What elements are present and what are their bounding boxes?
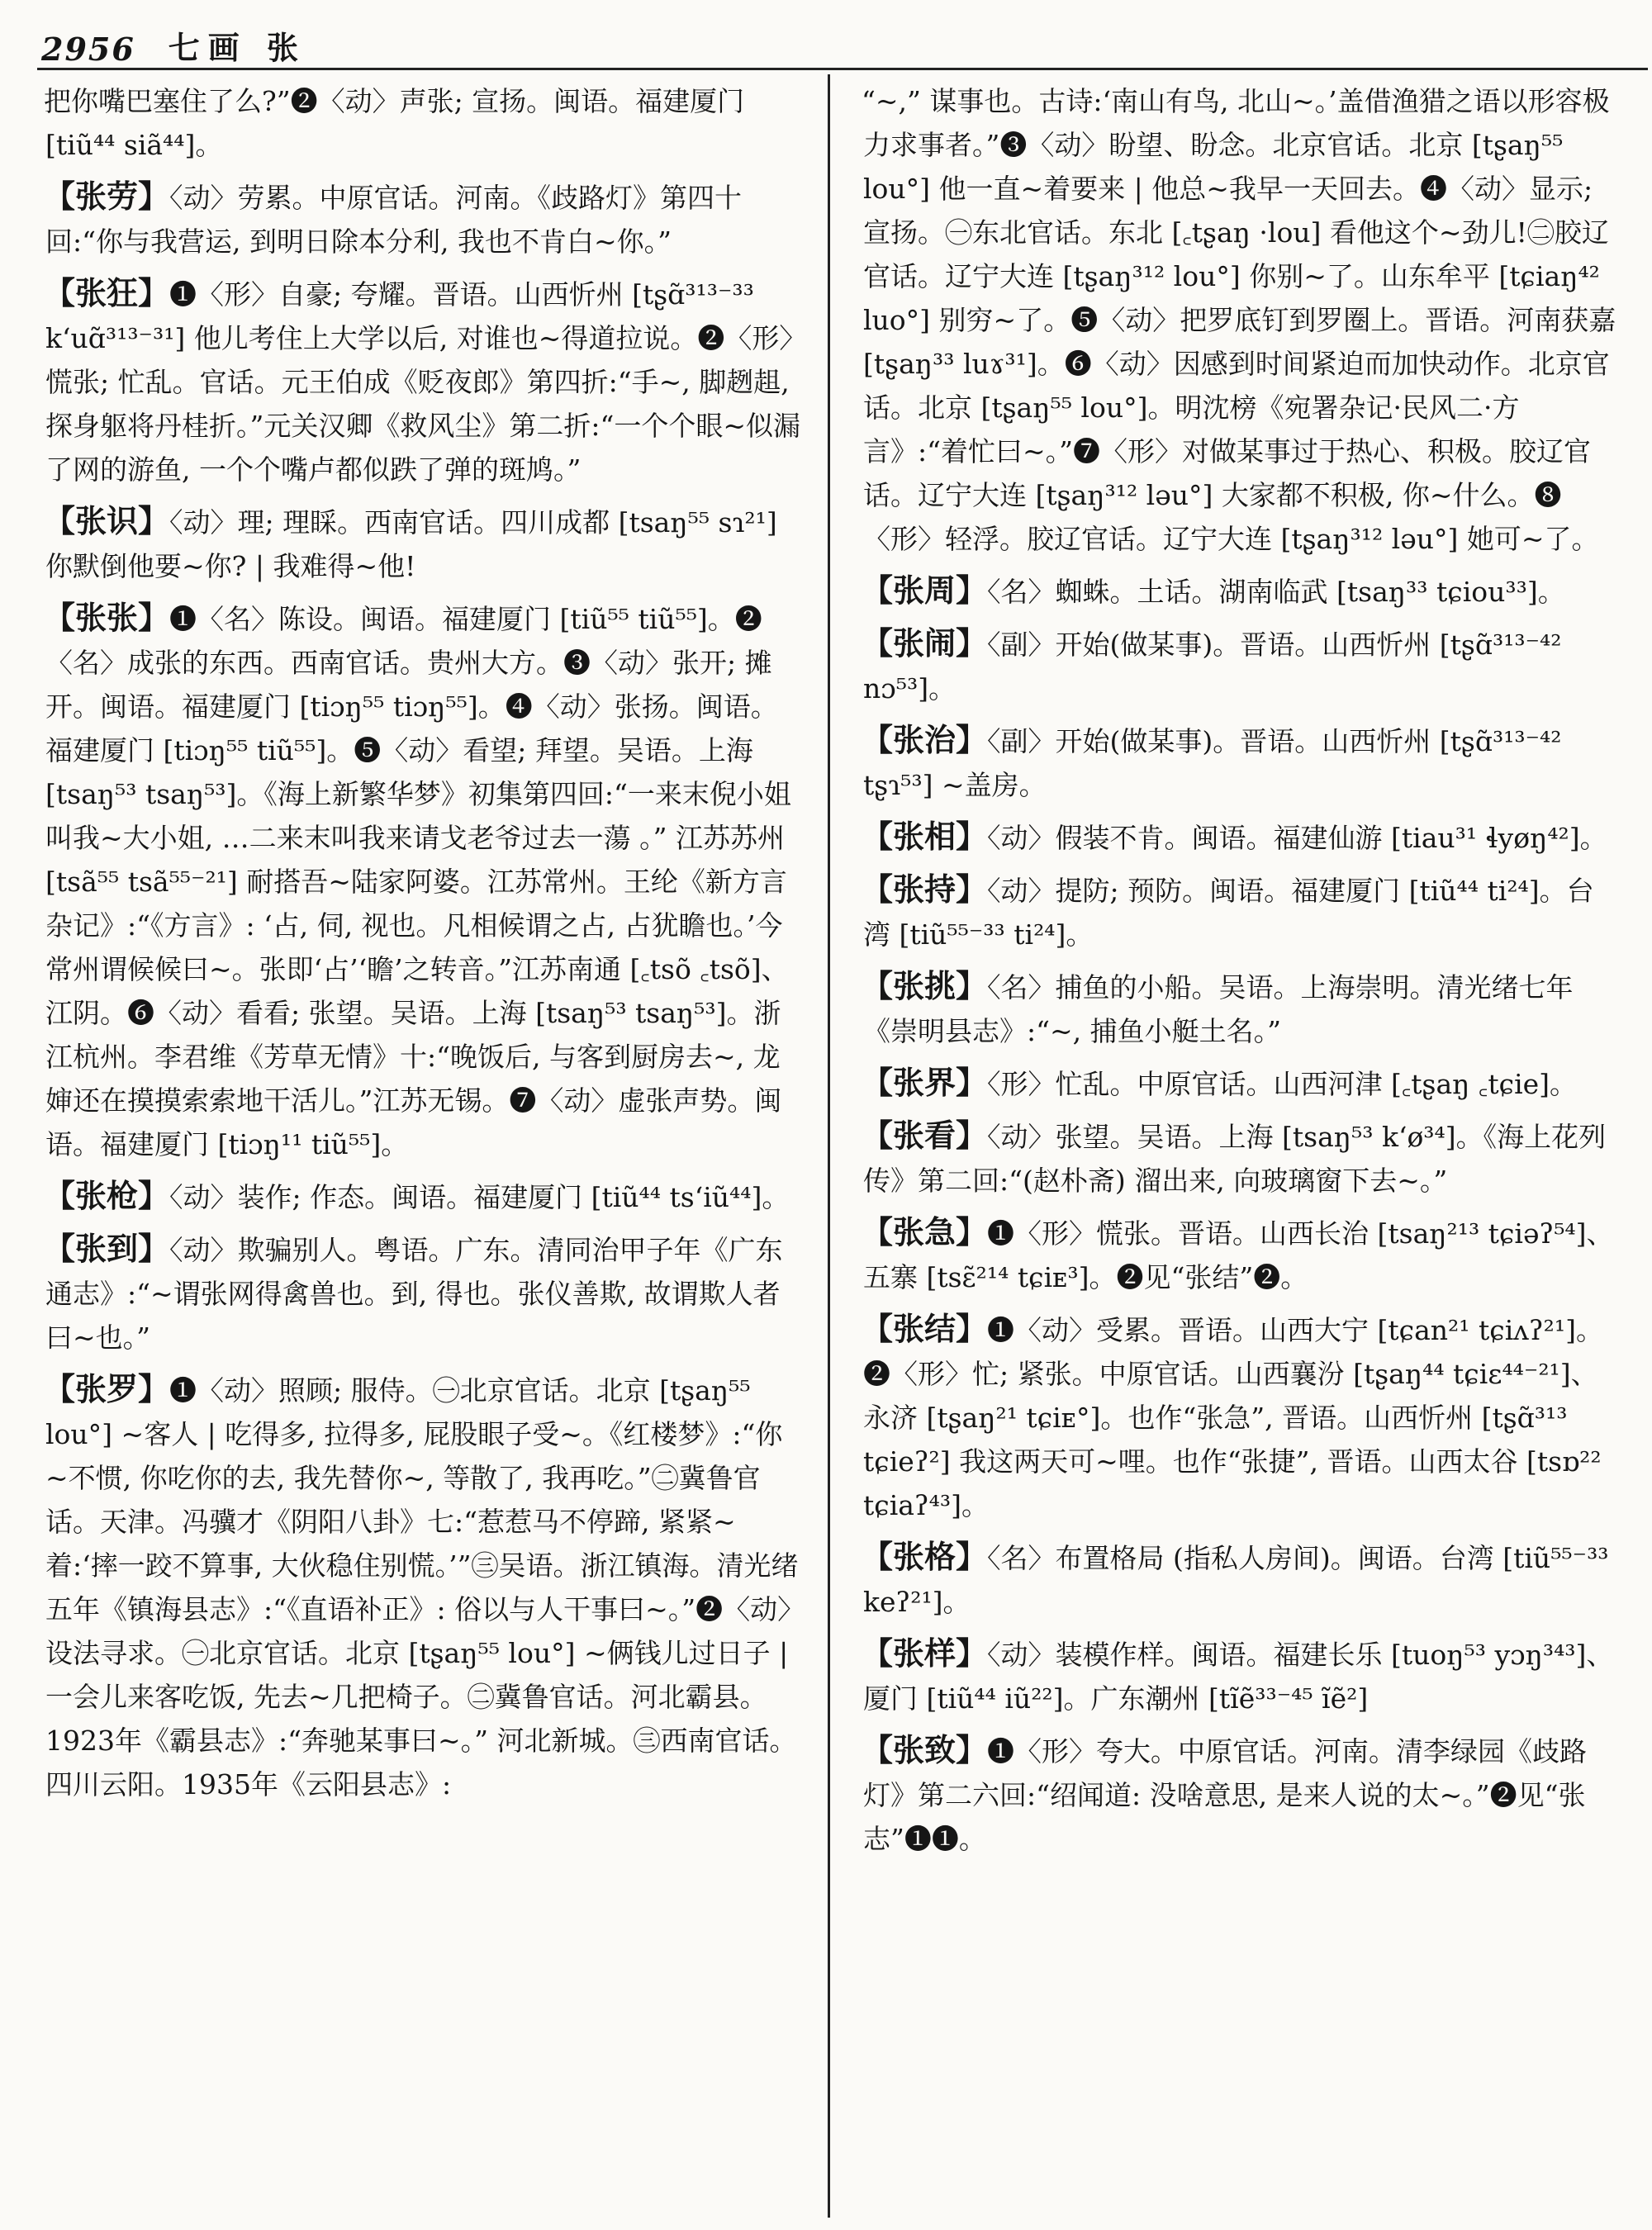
entry <box>863 78 1619 561</box>
entry-text: 〈动〉欺骗别人。粤语。广东。清同治甲子年《广东通志》:“~谓张网得禽兽也。到, 得也。张仪善欺, 故谓欺人者曰~也。” <box>45 1234 783 1354</box>
headword: 【张枪】 <box>44 1178 170 1214</box>
headword: 【张狂】 <box>44 275 170 311</box>
entry-text: 〈形〉忙乱。中原官话。山西河津 [꜀tʂaŋ ꜀tɕie]。 <box>987 1068 1578 1100</box>
entry-text: ❶〈名〉陈设。闽语。福建厦门 [tiũ⁵⁵ tiũ⁵⁵]。❷〈名〉成张的东西。西南官话。贵州大方。❸〈动〉张开; 摊开。闽语。福建厦门 [tiɔŋ⁵⁵ tiɔŋ⁵⁵]。❹〈动〉张扬。闽语。福建厦门 [tiɔŋ⁵⁵ tiũ⁵⁵]。❺〈动〉看望; 拜望。吴语。上海 [tsaŋ⁵³ tsaŋ⁵³]。《海上新繁华梦》初集第四回:“一来末倪小姐叫我~大小姐, …二来末叫我来请戈老爷过去一蕩 。” 江苏苏州 [tsã⁵⁵ tsã⁵⁵⁻²¹] 耐搭吾~陆家阿婆。江苏常州。王纶《新方言杂记》:“《方言》: ‘占, 伺, 视也。凡相候谓之占, 占犹瞻也。’今常州谓候候曰~。张即‘占’‘瞻’之转音。”江苏南通 [꜀tsõ ꜀tsõ]、江阴。❻〈动〉看看; 张望。吴语。上海 [tsaŋ⁵³ tsaŋ⁵³]。浙江杭州。李君维《芳草无情》十:“晚饭后, 与客到厨房去~, 龙婶还在摸摸索索地干活儿。”江苏无锡。❼〈动〉虚张声势。闽语。福建厦门 [tiɔŋ¹¹ tiũ⁵⁵]。 <box>45 603 791 1160</box>
entry-text: 〈动〉理; 理睬。西南官话。四川成都 [tsaŋ⁵⁵ sɿ²¹] 你默倒他要~你? | 我难得~他! <box>45 506 777 582</box>
entry-text: 〈动〉劳累。中原官话。河南。《歧路灯》第四十回:“你与我营运, 到明日除本分利, 我也不肯白~你。” <box>45 182 743 258</box>
entry <box>863 815 1619 860</box>
headword: 【张到】 <box>44 1231 170 1267</box>
entry-text: 〈名〉蜘蛛。土话。湖南临武 [tsaŋ³³ tɕiou³³]。 <box>987 576 1565 608</box>
headword: 【张劳】 <box>44 178 170 215</box>
entry-text: ❶〈形〉夸大。中原官话。河南。清李绿园《歧路灯》第二六回:“绍闻道: 没啥意思, 是来人说的太~。”❷见“张志”❶❶。 <box>863 1735 1588 1855</box>
left-column <box>45 78 801 1815</box>
entry <box>45 500 801 588</box>
headword: 【张周】 <box>862 572 988 609</box>
page-number: 2956 <box>41 31 135 68</box>
headword: 【张样】 <box>862 1635 988 1672</box>
entry-text: ❶〈动〉照顾; 服侍。㊀北京官话。北京 [tʂaŋ⁵⁵ lou°] ~客人 | 吃得多, 拉得多, 屁股眼子受~。《红楼梦》:“你~不惯, 你吃你的去, 我先替你~, 等散了, 我再吃。”㊁冀鲁官话。天津。冯骥才《阴阳八卦》七:“惹惹马不停蹄, 紧紧~着:‘摔一跤不算事, 大伙稳住别慌。’”㊂吴语。浙江镇海。清光绪五年《镇海县志》:“《直语补正》: 俗以与人干事曰~。”❷〈动〉设法寻求。㊀北京官话。北京 [tʂaŋ⁵⁵ lou°] ~俩钱儿过日子 | 一会儿来客吃饭, 先去~几把椅子。㊁冀鲁官话。河北霸县。1923年《霸县志》:“奔驰某事曰~。” 河北新城。㊂西南官话。四川云阳。1935年《云阳县志》: <box>45 1374 799 1801</box>
entry <box>45 1368 801 1806</box>
entry-text: 〈副〉开始(做某事)。晋语。山西忻州 [tʂɑ̃³¹³⁻⁴² nɔ⁵³]。 <box>863 629 1562 705</box>
entry-text: ❶〈形〉慌张。晋语。山西长治 [tsaŋ²¹³ tɕiəʔ⁵⁴]、五寨 [tsɛ̃²¹⁴ tɕiᴇ³]。❷见“张结”❷。 <box>863 1217 1614 1293</box>
headword: 【张罗】 <box>44 1371 170 1407</box>
column-divider <box>828 74 830 2218</box>
entry <box>863 1061 1619 1106</box>
headword: 【张张】 <box>44 600 170 636</box>
entry <box>863 1114 1619 1203</box>
entry-text: 〈动〉假装不肯。闽语。福建仙游 [tiau³¹ ɬyøŋ⁴²]。 <box>987 822 1607 854</box>
right-column <box>863 78 1619 1869</box>
entry-text: 〈动〉装作; 作态。闽语。福建厦门 [tiũ⁴⁴ ts‘iũ⁴⁴]。 <box>169 1181 790 1213</box>
entry <box>863 965 1619 1053</box>
headword: 【张识】 <box>44 503 170 539</box>
page-header <box>41 15 1644 68</box>
headword: 【张闹】 <box>862 625 988 662</box>
entry-text: 〈动〉提防; 预防。闽语。福建厦门 [tiũ⁴⁴ ti²⁴]。台湾 [tiũ⁵⁵⁻³³ ti²⁴]。 <box>863 875 1594 951</box>
section-label: 七画 张 <box>168 29 306 66</box>
entry <box>863 868 1619 956</box>
headword: 【张持】 <box>862 871 988 908</box>
entry-text: 〈名〉捕鱼的小船。吴语。上海崇明。清光绪七年《崇明县志》:“~, 捕鱼小艇土名。” <box>863 971 1574 1047</box>
entry <box>863 1535 1619 1624</box>
headword: 【张格】 <box>862 1539 988 1575</box>
entry-text: 把你嘴巴塞住了么?”❷〈动〉声张; 宣扬。闽语。福建厦门 [tiũ⁴⁴ siã⁴⁴]。 <box>44 85 745 161</box>
entry <box>863 1307 1619 1527</box>
entry <box>863 1729 1619 1861</box>
header-rule <box>37 68 1648 70</box>
entry <box>45 1174 801 1219</box>
entry-text: 〈名〉布置格局 (指私人房间)。闽语。台湾 [tiũ⁵⁵⁻³³ keʔ²¹]。 <box>863 1542 1609 1618</box>
entry-text: “~,” 谋事也。古诗:‘南山有鸟, 北山~。’盖借渔猎之语以形容极力求事者。”❸〈动〉盼望、盼念。北京官话。北京 [tʂaŋ⁵⁵ lou°] 他一直~着要来 | 他总~我早一天回去。❹〈动〉显示; 宣扬。㊀东北官话。东北 [꜀tʂaŋ ·lou] 看他这个~劲儿!㊁胶辽官话。辽宁大连 [tʂaŋ³¹² lou°] 你别~了。山东牟平 [tɕiaŋ⁴² luo°] 别穷~了。❺〈动〉把罗底钉到罗圈上。晋语。河南获嘉 [tʂaŋ³³ luɤ³¹]。❻〈动〉因感到时间紧迫而加快动作。北京官话。北京 [tʂaŋ⁵⁵ lou°]。明沈榜《宛署杂记·民风二·方言》:“着忙曰~。”❼〈形〉对做某事过于热心、积极。胶辽官话。辽宁大连 [tʂaŋ³¹² ləu°] 大家都不积极, 你~什么。❽〈形〉轻浮。胶辽官话。辽宁大连 [tʂaŋ³¹² ləu°] 她可~了。 <box>862 85 1616 555</box>
entry <box>45 272 801 491</box>
entry <box>863 1632 1619 1720</box>
headword: 【张挑】 <box>862 968 988 1004</box>
entry-text: 〈动〉装模作样。闽语。福建长乐 [tuoŋ⁵³ yɔŋ³⁴³]、厦门 [tiũ⁴⁴ iũ²²]。广东潮州 [tĩẽ³³⁻⁴⁵ ĩẽ²] <box>863 1639 1614 1715</box>
entry-text: ❶〈形〉自豪; 夸耀。晋语。山西忻州 [tʂɑ̃³¹³⁻³³ k‘uɑ̃³¹³⁻³¹] 他儿考住上大学以后, 对谁也~得道拉说。❷〈形〉慌张; 忙乱。官话。元王伯成《贬夜郎》第四折:“手~, 脚趔趄, 探身躯将丹桂折。”元关汉卿《救风尘》第二折:“一个个眼~似漏了网的游鱼, 一个个嘴卢都似跌了弹的斑鸠。” <box>45 278 801 486</box>
entry <box>863 622 1619 710</box>
entry-text: 〈动〉张望。吴语。上海 [tsaŋ⁵³ k‘ø³⁴]。《海上花列传》第二回:“(赵朴斋) 溜出来, 向玻璃窗下去~。” <box>863 1121 1607 1197</box>
headword: 【张致】 <box>862 1732 988 1768</box>
headword: 【张结】 <box>862 1311 988 1347</box>
entry <box>45 596 801 1166</box>
entry-text: ❶〈动〉受累。晋语。山西大宁 [tɕan²¹ tɕiʌʔ²¹]。❷〈形〉忙; 紧张。中原官话。山西襄汾 [tʂaŋ⁴⁴ tɕiɛ⁴⁴⁻²¹]、永济 [tʂaŋ²¹ tɕiᴇ°]。也作“张急”, 晋语。山西忻州 [tʂɑ̃³¹³ tɕieʔ²] 我这两天可~哩。也作“张捷”, 晋语。山西太谷 [tsɒ²² tɕiaʔ⁴³]。 <box>863 1314 1603 1521</box>
entry <box>45 175 801 263</box>
entry <box>863 719 1619 807</box>
headword: 【张看】 <box>862 1117 988 1154</box>
entry <box>45 1227 801 1359</box>
entry-text: 〈副〉开始(做某事)。晋语。山西忻州 [tʂɑ̃³¹³⁻⁴² tʂɿ⁵³] ~盖房。 <box>863 725 1562 801</box>
headword: 【张相】 <box>862 818 988 855</box>
entry <box>45 78 801 167</box>
headword: 【张界】 <box>862 1065 988 1101</box>
headword: 【张急】 <box>862 1214 988 1250</box>
entry <box>863 569 1619 614</box>
entry <box>863 1211 1619 1299</box>
headword: 【张治】 <box>862 722 988 758</box>
